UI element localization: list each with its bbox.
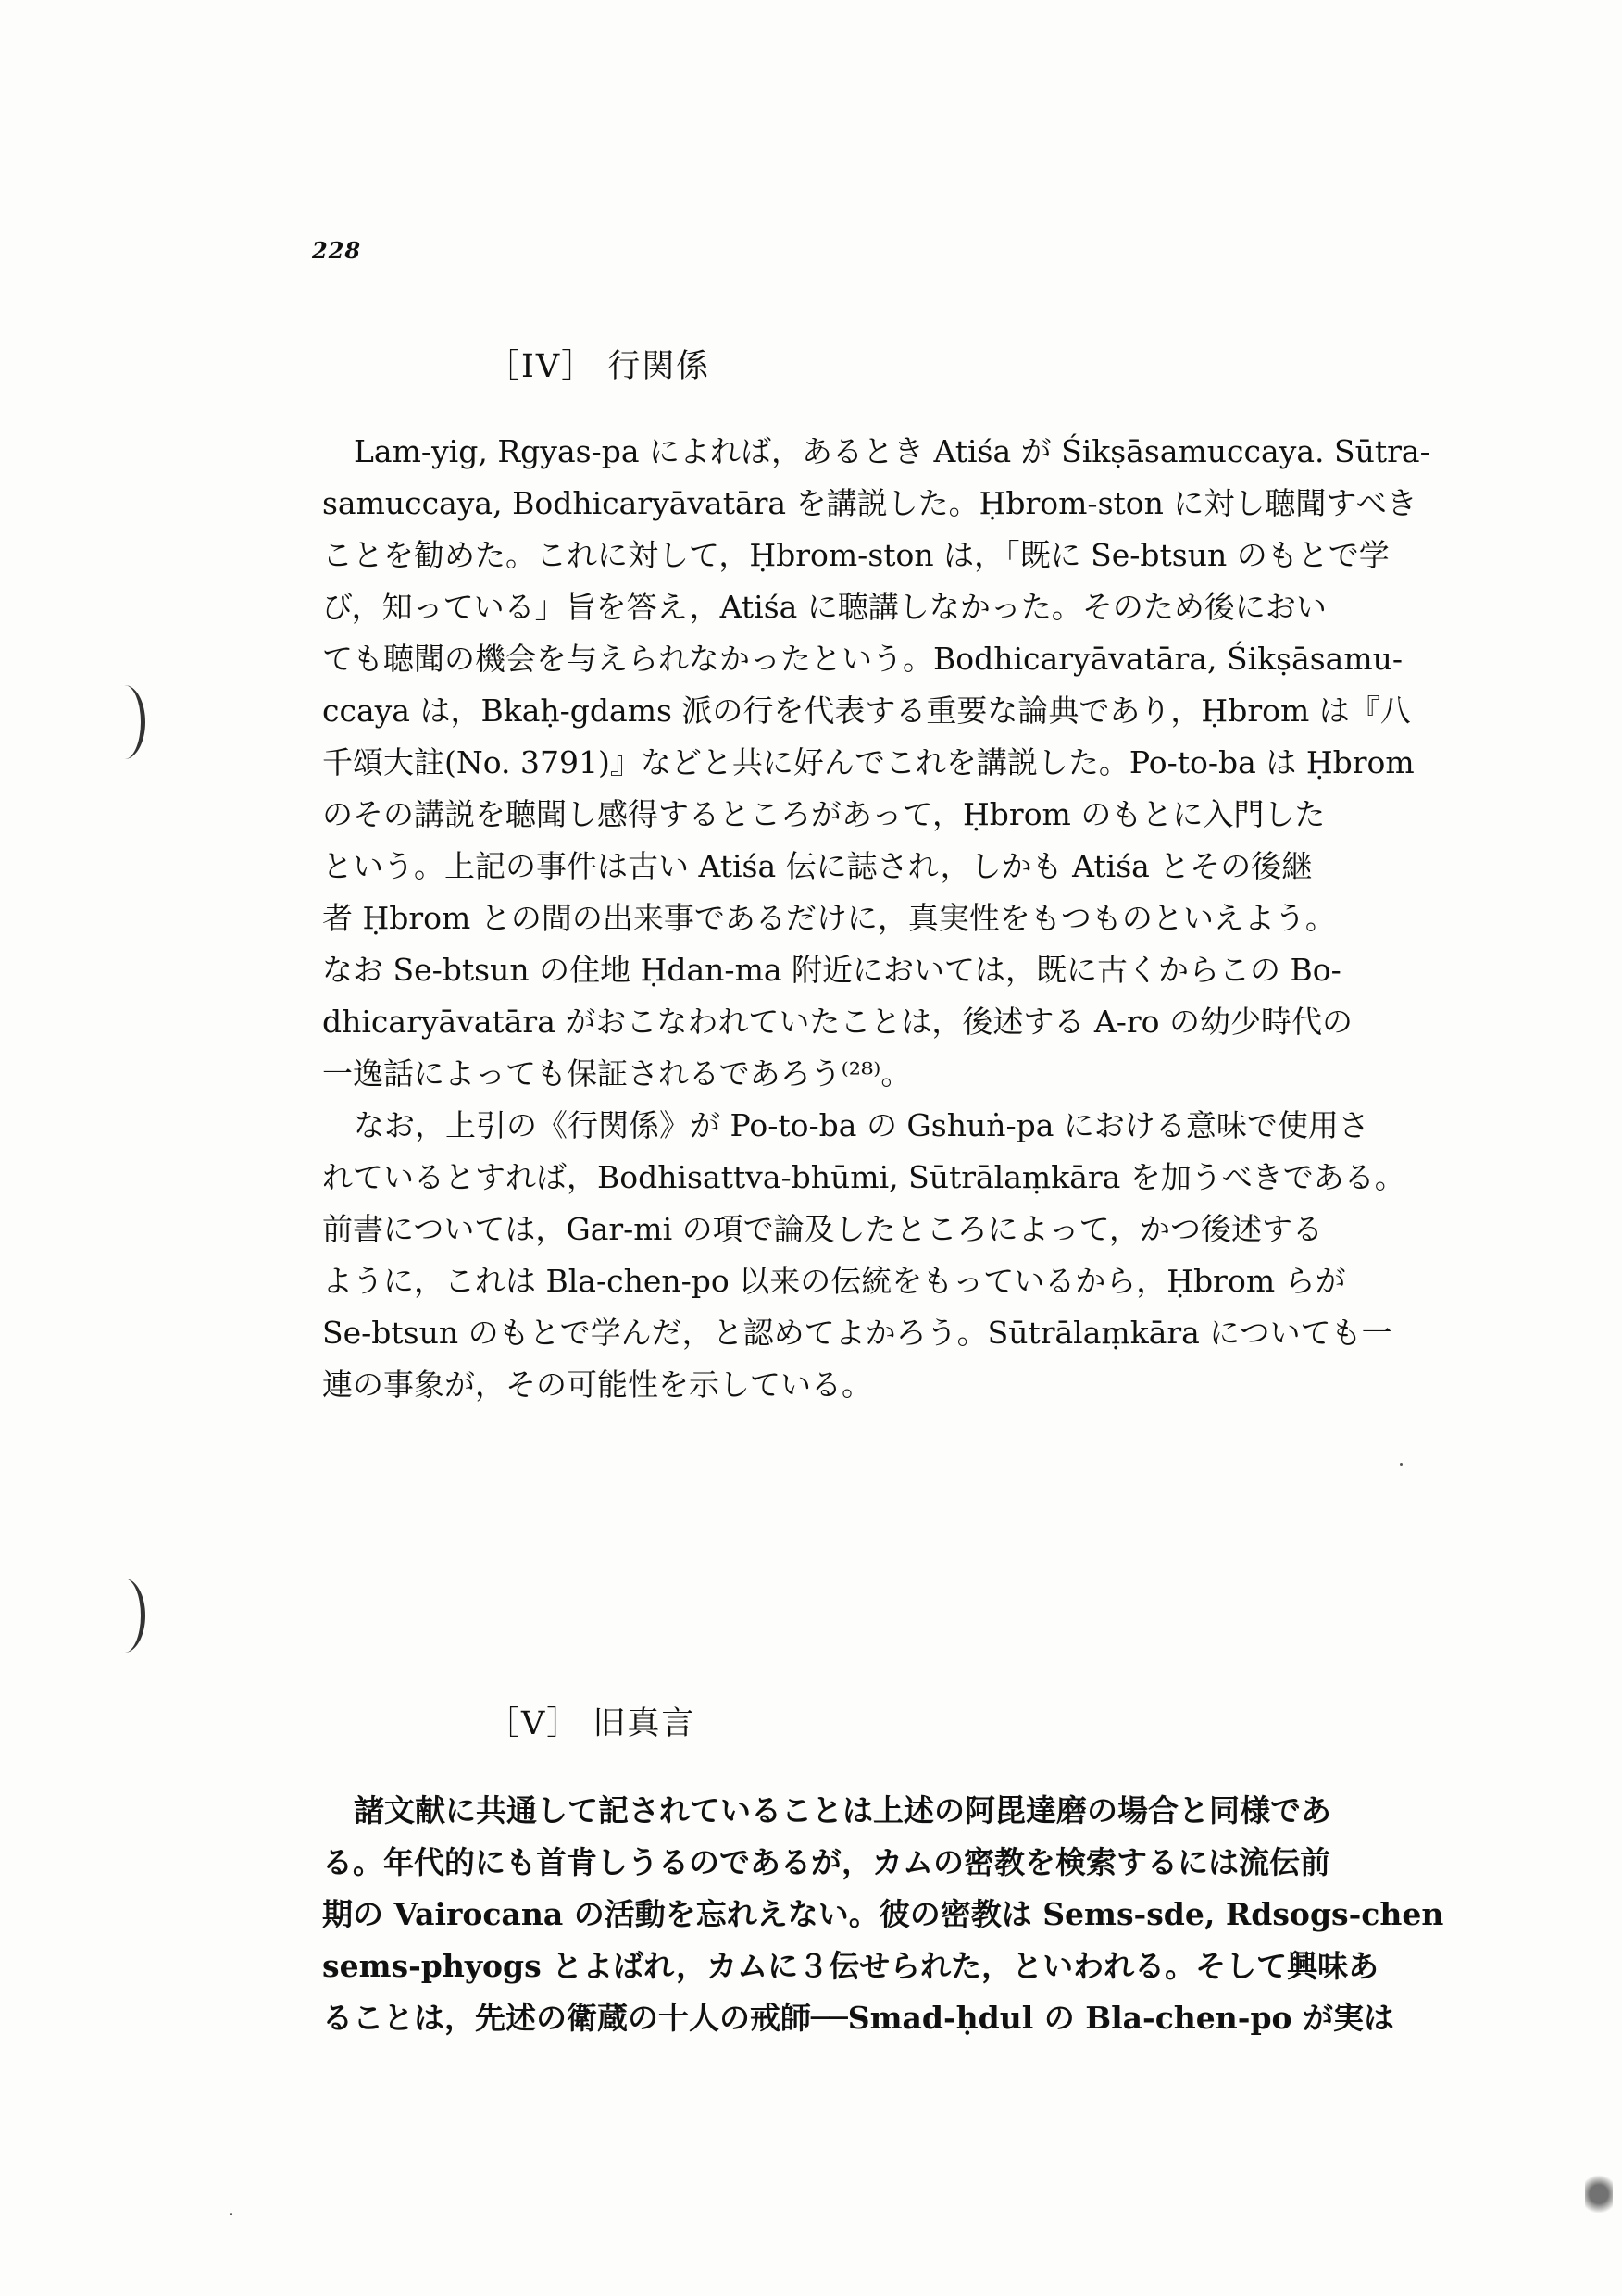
text-line: ことを勧めた。これに対して，Ḥbrom-ston は，「既に Se-btsun のもとで学 (322, 537, 1390, 573)
text-line: 前書については，Gar-mi の項で論及したところによって，かつ後述する (322, 1211, 1323, 1247)
text-line: sems-phyogs とよばれ，カムに３伝せられた，といわれる。そして興味あ (322, 1948, 1379, 1984)
text-line: のその講説を聴聞し感得するところがあって，Ḥbrom のもとに入門した (322, 796, 1326, 832)
text-line: び，知っている」旨を答え，Atiśa に聴講しなかった。そのため後におい (322, 589, 1327, 625)
scan-speck (1400, 1463, 1403, 1466)
text-line: dhicaryāvatāra がおこなわれていたことは，後述する A-ro の幼少時代の (322, 1004, 1353, 1040)
corner-smudge (1585, 2166, 1613, 2213)
page-number: 228 (312, 237, 362, 264)
text-line: 諸文献に共通して記されていることは上述の阿毘達磨の場合と同様であ (354, 1792, 1331, 1828)
text-line: れているとすれば，Bodhisattva-bhūmi, Sūtrālaṃkāra を加うべきである。 (322, 1159, 1405, 1195)
text-line: Se-btsun のもとで学んだ，と認めてよかろう。Sūtrālaṃkāra についても一 (322, 1315, 1392, 1351)
text-line: なお，上引の《行関係》が Po-to-ba の Gshuṅ-pa における意味で使用さ (354, 1107, 1369, 1143)
text-line: 期の Vairocana の活動を忘れえない。彼の密教は Sems-sde, Rdsogs-chen (322, 1896, 1444, 1932)
text-line: Lam-yig, Rgyas-pa によれば，あるとき Atiśa が Śikṣāsamuccaya. Sūtra- (354, 433, 1430, 469)
binding-mark-top (104, 685, 145, 759)
section-iv-paragraph-2 (322, 1100, 1447, 1415)
text-line: ように，これは Bla-chen-po 以来の伝統をもっているから，Ḥbrom らが (322, 1263, 1346, 1299)
text-line: samuccaya, Bodhicaryāvatāra を講説した。Ḥbrom-ston に対し聴聞すべき (322, 485, 1417, 521)
scan-speck (230, 2213, 232, 2215)
text-line: 連の事象が，その可能性を示している。 (322, 1366, 872, 1403)
section-v-heading: ［V］ 旧真言 (487, 1705, 696, 1742)
section-iv-heading: ［IV］ 行関係 (487, 348, 711, 385)
binding-mark-bottom (104, 1578, 145, 1653)
text-line: ccaya は，Bkaḥ-gdams 派の行を代表する重要な論典であり，Ḥbrom は『八 (322, 693, 1411, 729)
text-line: る。年代的にも首肯しうるのであるが，カムの密教を検索するには流伝前 (322, 1844, 1330, 1880)
section-v-paragraph-1 (322, 1785, 1447, 2063)
text-line: 一逸話によっても保証されるであろう⁽²⁸⁾。 (322, 1055, 912, 1092)
text-line: という。上記の事件は古い Atiśa 伝に誌され，しかも Atiśa とその後継 (322, 848, 1313, 884)
text-line: 千頌大註(No. 3791)』などと共に好んでこれを講説した。Po-to-ba は Ḥbrom (322, 744, 1415, 780)
text-line: ても聴聞の機会を与えられなかったという。Bodhicaryāvatāra, Śikṣāsamu- (322, 641, 1404, 677)
section-iv-paragraph-1 (322, 426, 1447, 1111)
text-line: ることは，先述の衛蔵の十人の戒師──Smad-ḥdul の Bla-chen-po が実は (322, 2000, 1395, 2036)
text-line: なお Se-btsun の住地 Ḥdan-ma 附近においては，既に古くからこの Bo- (322, 952, 1341, 988)
text-line: 者 Ḥbrom との間の出来事であるだけに，真実性をもつものといえよう。 (322, 900, 1336, 936)
